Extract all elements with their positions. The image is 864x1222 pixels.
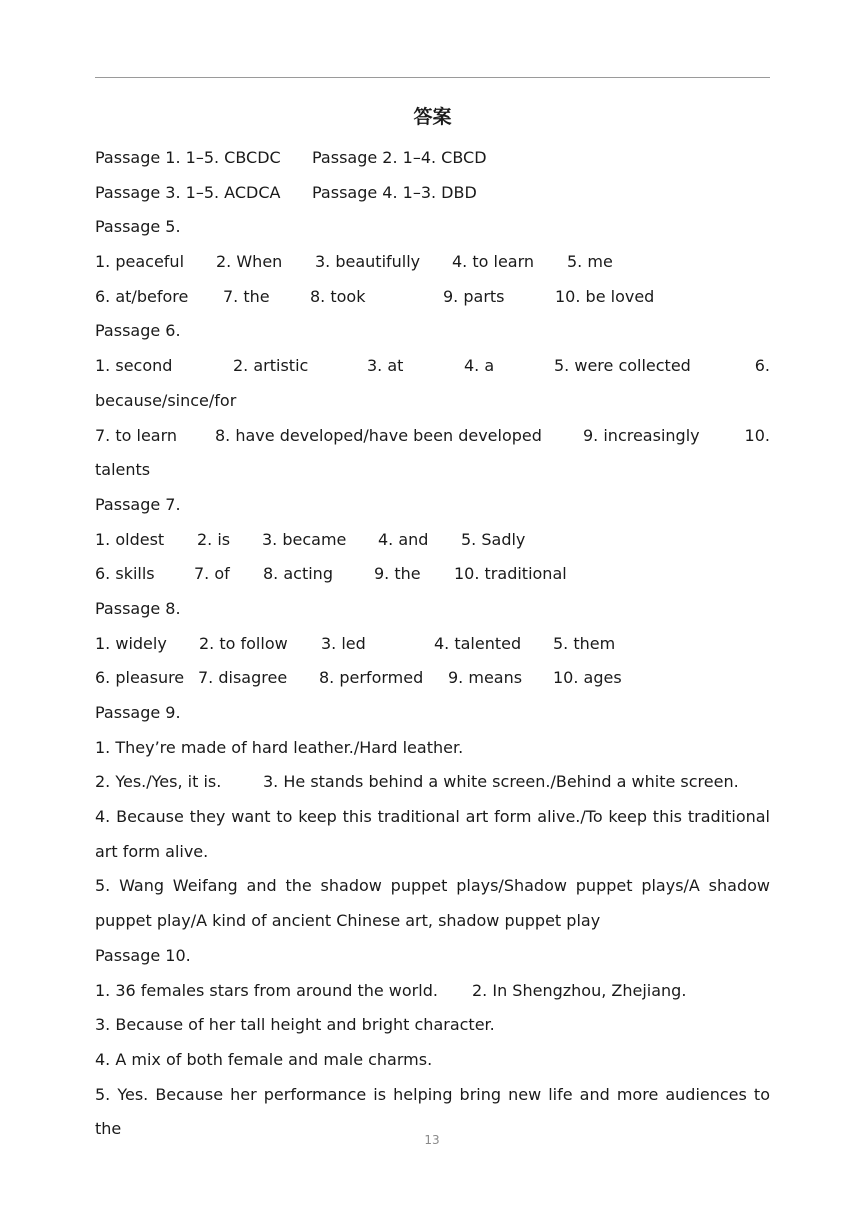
passage-heading (95, 210, 770, 245)
passage-label: Passage 6. (95, 321, 181, 341)
answer-line (95, 557, 770, 592)
answer-item: 2. Yes./Yes, it is. (95, 772, 222, 792)
answer-line (95, 523, 770, 558)
answer-item: 10. ages (553, 668, 622, 688)
answer-item: 1. They’re made of hard leather./Hard leather. (95, 737, 464, 757)
answer-item: 10. be loved (555, 286, 655, 306)
answer-text: 4. A mix of both female and male charms. (95, 1049, 433, 1069)
answer-line (95, 661, 770, 696)
answer-line (95, 1008, 770, 1043)
answer-line (95, 627, 770, 662)
answer-item: 5. them (553, 633, 616, 653)
answer-item: 3. He stands behind a white screen./Behind a white screen. (263, 772, 739, 792)
answer-item: 4. to learn (452, 252, 535, 272)
answer-item: 6. (754, 356, 770, 376)
answer-item: 7. to learn (95, 425, 178, 445)
answer-line (95, 384, 770, 419)
answer-item: 2. artistic (233, 356, 309, 376)
answer-line (95, 419, 770, 454)
answer-line (95, 176, 770, 211)
answer-item: 2. is (197, 529, 231, 549)
answer-item: 3. became (262, 529, 347, 549)
passage-label: Passage 10. (95, 945, 191, 965)
answer-item: 7. of (194, 564, 230, 584)
answer-line (95, 280, 770, 315)
answer-text: art form alive. (95, 841, 209, 861)
answer-item: 5. Sadly (461, 529, 526, 549)
answer-item: 10. traditional (454, 564, 567, 584)
answer-item: 3. beautifully (315, 252, 421, 272)
answer-item: 6. skills (95, 564, 155, 584)
passage-heading (95, 488, 770, 523)
answer-item: 1. oldest (95, 529, 165, 549)
answer-line (95, 141, 770, 176)
answer-item: 8. have developed/have been developed (215, 425, 542, 445)
answer-item: talents (95, 460, 151, 480)
answer-item: 6. at/before (95, 286, 189, 306)
answer-text: 5. Yes. Because her performance is helping bring new life and more audiences to the (95, 1084, 770, 1139)
answer-line (95, 453, 770, 488)
answer-item: Passage 2. 1–4. CBCD (312, 148, 487, 167)
answer-item: 4. talented (434, 633, 522, 653)
answer-item: 2. In Shengzhou, Zhejiang. (472, 980, 687, 1000)
answer-item: 4. a (464, 356, 495, 376)
answer-item: 9. means (448, 668, 523, 688)
answer-line (95, 904, 770, 939)
passage-heading (95, 939, 770, 974)
passage-heading (95, 696, 770, 731)
answer-item: 1. peaceful (95, 252, 185, 272)
answer-item: 9. increasingly (583, 425, 700, 445)
answer-item: Passage 3. 1–5. ACDCA (95, 182, 281, 202)
answer-item: 6. pleasure (95, 668, 185, 688)
answer-item: 4. and (378, 529, 429, 549)
answer-item: 2. to follow (199, 633, 288, 653)
answer-item: 5. were collected (554, 356, 691, 376)
page-title: 答案 (413, 106, 452, 128)
passage-label: Passage 8. (95, 598, 181, 618)
answer-item: Passage 1. 1–5. CBCDC (95, 148, 281, 167)
answer-item: 9. the (374, 564, 421, 584)
answer-item: 10. (744, 425, 770, 445)
answer-item: 1. widely (95, 633, 167, 653)
answer-line (95, 1078, 770, 1139)
answer-line (95, 765, 770, 800)
answer-item: 9. parts (443, 286, 505, 306)
answer-line (95, 1043, 770, 1078)
answer-text: 3. Because of her tall height and bright character. (95, 1015, 495, 1035)
answer-item: 8. took (310, 286, 366, 306)
passage-label: Passage 9. (95, 703, 181, 722)
answer-line (95, 835, 770, 870)
answer-item: 8. acting (263, 564, 333, 584)
passage-heading (95, 314, 770, 349)
answer-text: 5. Wang Weifang and the shadow puppet plays/Shadow puppet plays/A shadow (95, 876, 770, 896)
answer-item: 3. led (321, 633, 366, 653)
answer-body (95, 141, 770, 1139)
answer-item: 5. me (567, 252, 613, 272)
answer-line (95, 245, 770, 280)
answer-line (95, 731, 770, 766)
answer-item: 2. When (216, 252, 283, 272)
answer-item: 3. at (367, 356, 404, 376)
answer-item: 8. performed (319, 668, 424, 688)
answer-item: 1. second (95, 356, 173, 376)
answer-text: 4. Because they want to keep this traditional art form alive./To keep this traditional (95, 807, 770, 827)
passage-label: Passage 5. (95, 217, 181, 237)
answer-line (95, 349, 770, 384)
passage-label: Passage 7. (95, 494, 181, 514)
answer-text: puppet play/A kind of ancient Chinese art, shadow puppet play (95, 911, 601, 931)
answer-line (95, 800, 770, 835)
answer-item: because/since/for (95, 390, 237, 410)
answer-item: Passage 4. 1–3. DBD (312, 182, 477, 202)
passage-heading (95, 592, 770, 627)
answer-line (95, 974, 770, 1009)
header-rule (95, 77, 770, 78)
answer-line (95, 869, 770, 904)
answer-item: 7. disagree (198, 668, 288, 688)
answer-item: 7. the (223, 286, 270, 306)
answer-item: 1. 36 females stars from around the world. (95, 980, 438, 1000)
page-number: 13 (424, 1133, 440, 1147)
